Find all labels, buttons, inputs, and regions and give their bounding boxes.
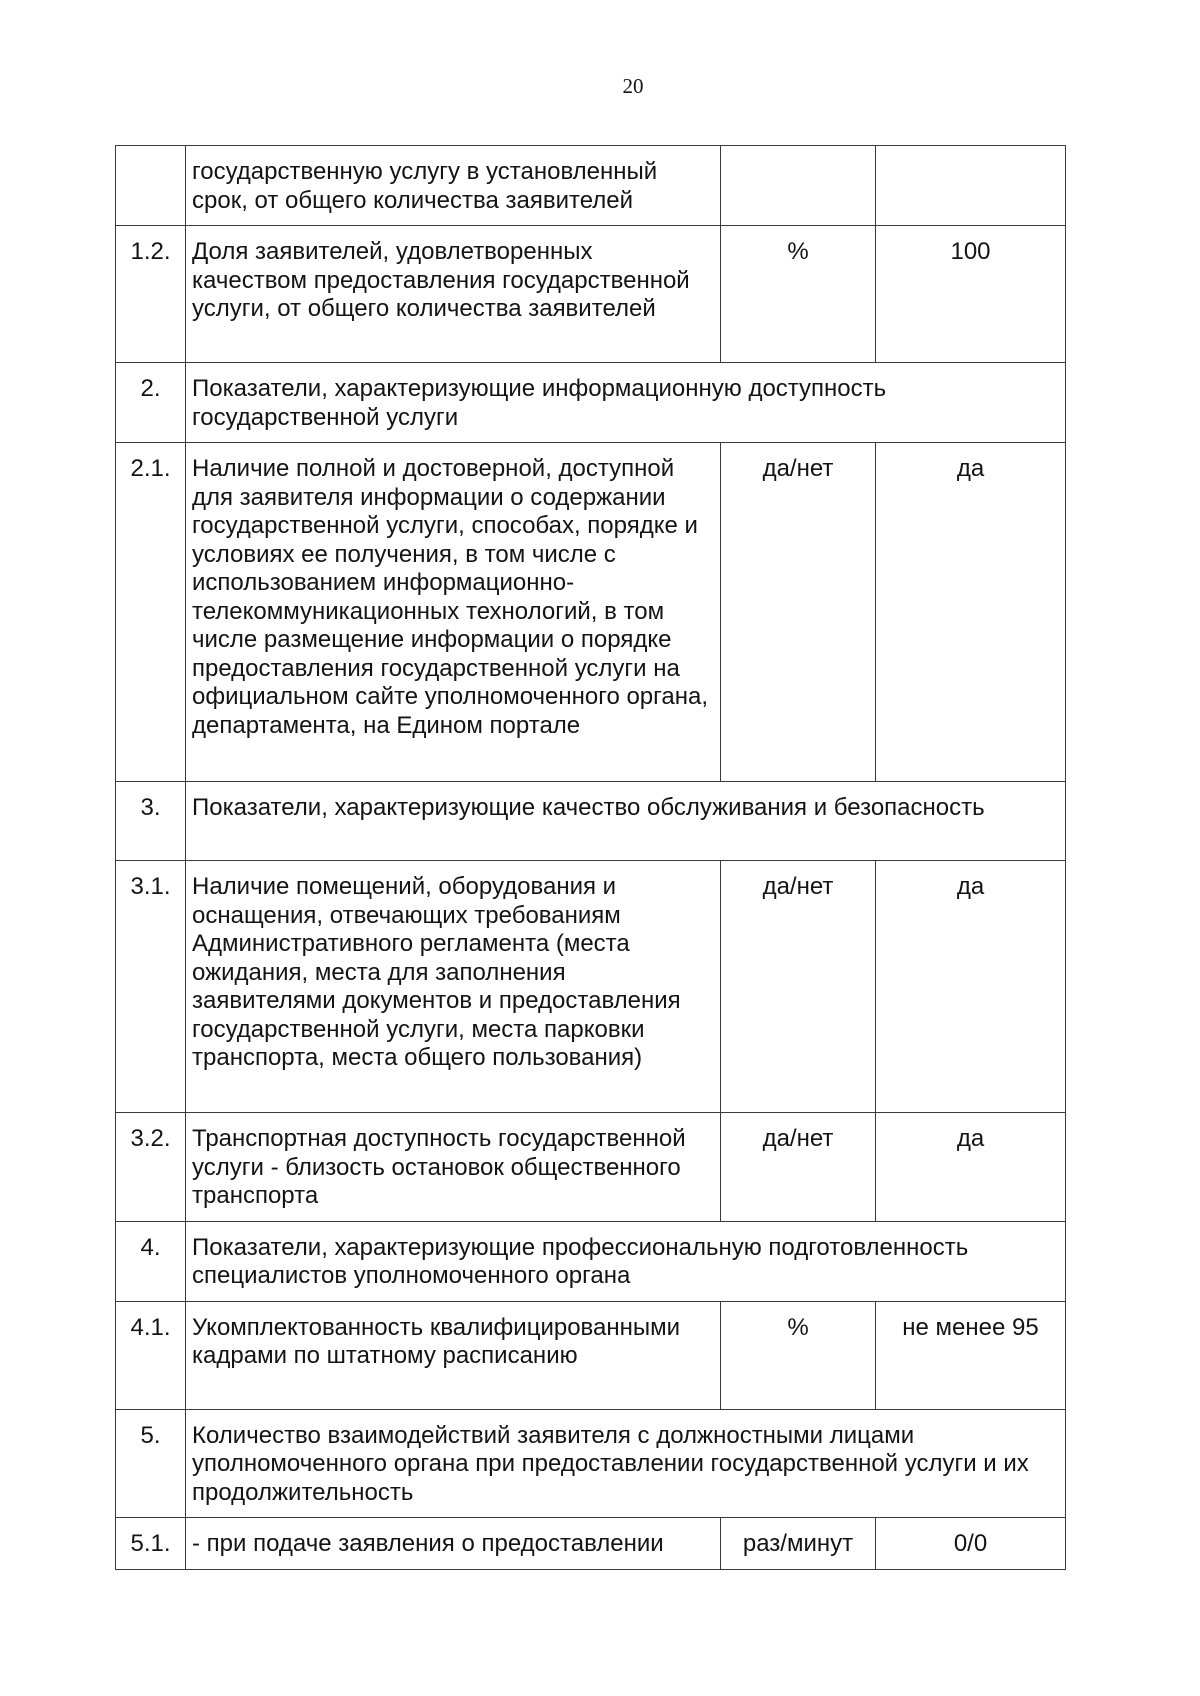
indicator-text: - при подаче заявления о предоставлении xyxy=(186,1518,721,1570)
section-title: Количество взаимодействий заявителя с должностными лицами уполномоченного органа при предоставлении государственной услуги и их продолжительность xyxy=(186,1409,1066,1518)
table-row xyxy=(116,861,1066,1113)
section-number: 2. xyxy=(116,363,186,443)
page-number: 20 xyxy=(622,74,644,98)
unit-cell: да/нет xyxy=(721,861,876,1113)
section-number: 3. xyxy=(116,782,186,861)
section-title: Показатели, характеризующие качество обслуживания и безопасность xyxy=(186,782,1066,861)
value-cell: да xyxy=(876,1113,1066,1222)
table-row xyxy=(116,443,1066,782)
unit-cell: да/нет xyxy=(721,443,876,782)
indicator-text: государственную услугу в установленный срок, от общего количества заявителей xyxy=(186,146,721,226)
row-number: 3.2. xyxy=(116,1113,186,1222)
row-number xyxy=(116,146,186,226)
unit-cell xyxy=(721,146,876,226)
indicator-text: Наличие полной и достоверной, доступной для заявителя информации о содержании государственной услуги, способах, порядке и условиях ее получения, в том числе с использованием информационно-телекоммуникационных технологий, в том числе размещение информации о порядке предоставления государственной услуги на официальном сайте уполномоченного органа, департамента, на Едином портале xyxy=(186,443,721,782)
value-cell: 0/0 xyxy=(876,1518,1066,1570)
unit-cell: % xyxy=(721,226,876,363)
row-number: 1.2. xyxy=(116,226,186,363)
section-title: Показатели, характеризующие профессиональную подготовленность специалистов уполномоченного органа xyxy=(186,1221,1066,1301)
indicator-text: Укомплектованность квалифицированными кадрами по штатному расписанию xyxy=(186,1301,721,1409)
indicator-text: Наличие помещений, оборудования и оснащения, отвечающих требованиям Административного регламента (места ожидания, места для заполнения заявителями документов и предоставления государственной услуги, места парковки транспорта, места общего пользования) xyxy=(186,861,721,1113)
section-row xyxy=(116,1221,1066,1301)
value-cell xyxy=(876,146,1066,226)
table-row xyxy=(116,226,1066,363)
section-number: 4. xyxy=(116,1221,186,1301)
section-row xyxy=(116,782,1066,861)
row-number: 4.1. xyxy=(116,1301,186,1409)
section-number: 5. xyxy=(116,1409,186,1518)
table-row xyxy=(116,1113,1066,1222)
value-cell: не менее 95 xyxy=(876,1301,1066,1409)
value-cell: 100 xyxy=(876,226,1066,363)
unit-cell: да/нет xyxy=(721,1113,876,1222)
section-row xyxy=(116,363,1066,443)
row-number: 3.1. xyxy=(116,861,186,1113)
value-cell: да xyxy=(876,861,1066,1113)
section-title: Показатели, характеризующие информационную доступность государственной услуги xyxy=(186,363,1066,443)
value-cell: да xyxy=(876,443,1066,782)
section-row xyxy=(116,1409,1066,1518)
unit-cell: % xyxy=(721,1301,876,1409)
table-row xyxy=(116,1301,1066,1409)
indicator-text: Доля заявителей, удовлетворенных качеством предоставления государственной услуги, от общего количества заявителей xyxy=(186,226,721,363)
table-row xyxy=(116,146,1066,226)
table-row xyxy=(116,1518,1066,1570)
indicator-text: Транспортная доступность государственной услуги - близость остановок общественного транспорта xyxy=(186,1113,721,1222)
row-number: 2.1. xyxy=(116,443,186,782)
indicators-table xyxy=(115,145,1066,1570)
row-number: 5.1. xyxy=(116,1518,186,1570)
unit-cell: раз/минут xyxy=(721,1518,876,1570)
